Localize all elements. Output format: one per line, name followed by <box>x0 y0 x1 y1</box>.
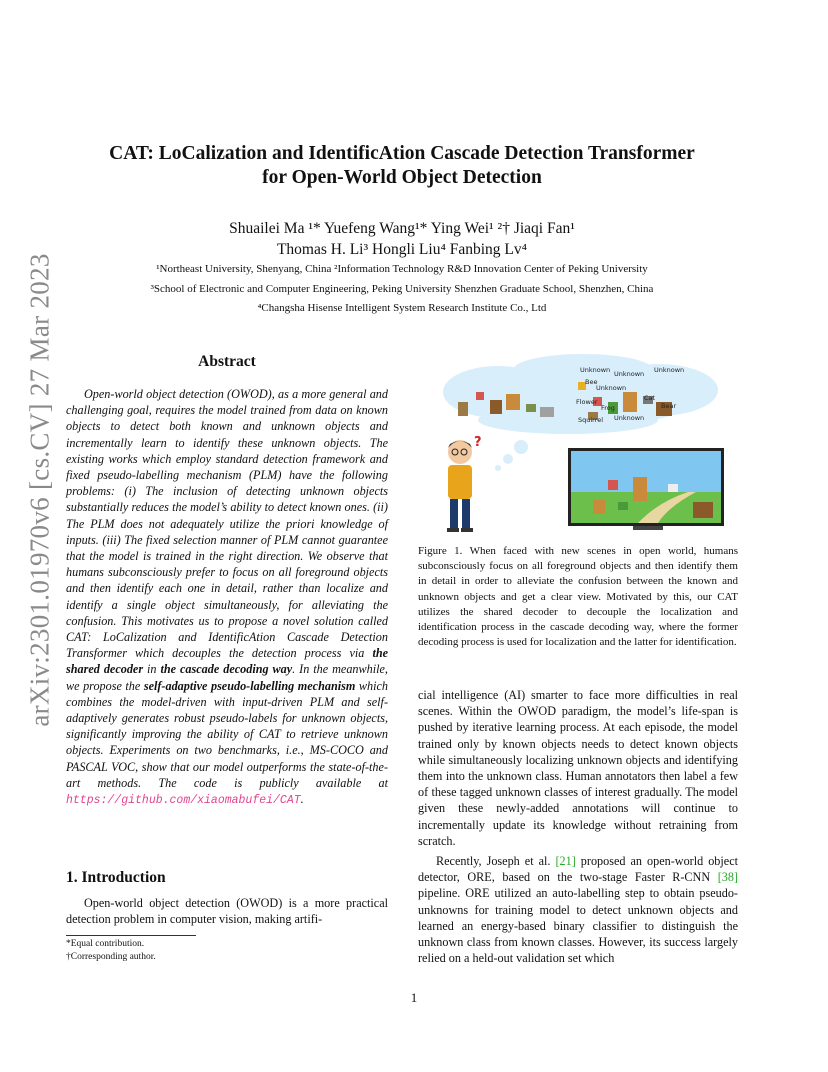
cloud-label-squirrel: Squirrel <box>578 416 604 424</box>
arxiv-id: arXiv:2301.01970v6 [cs.CV] 27 Mar 2023 <box>24 253 55 727</box>
authors-line-2: Thomas H. Li³ Hongli Liu⁴ Fanbing Lv⁴ <box>276 241 528 258</box>
body-paragraph-1: cial intelligence (AI) smarter to face more difficulties in real scenes. Within the OWOD paradigm, the model’s life-span is pushed by iterative learning process. At each episode, the model trained only by known objects needs to detect known objects while simultaneously localizing unknown objects and identifying them into the unknown class. Human annotators then label a few of these tagged unknown classes of interest gradually. The model given these newly-added annotations will continue to incrementally update its knowledge without retraining from scratch. <box>418 688 738 848</box>
intro-heading: 1. Introduction <box>66 869 166 886</box>
abstract-bold-3: self-adaptive pseudo-labelling mechanism <box>143 678 356 693</box>
author-list <box>60 218 744 260</box>
cloud-label-bee: Bee <box>585 378 598 386</box>
cloud-label-unknown-4: Unknown <box>596 384 627 392</box>
cloud-label-unknown-5: Unknown <box>614 414 645 422</box>
authors-line-1: Shuailei Ma ¹* Yuefeng Wang¹* Ying Wei¹ ²† Jiaqi Fan¹ <box>229 220 575 237</box>
abstract-text-5: . <box>300 792 304 807</box>
intro-paragraph: Open-world object detection (OWOD) is a more practical detection problem in computer vision, making artifi- <box>66 896 388 927</box>
abstract-text-2: in <box>143 662 161 677</box>
cloud-label-bear: Bear <box>661 402 677 410</box>
figure-1-illustration <box>418 352 740 534</box>
figure-1 <box>418 352 740 534</box>
footnote-corresponding: †Corresponding author. <box>66 952 156 962</box>
footnote-equal-contribution: *Equal contribution. <box>66 939 145 949</box>
cloud-label-flower: Flower <box>576 398 598 406</box>
cloud-label-unknown-3: Unknown <box>654 366 685 374</box>
arxiv-side-stamp <box>20 253 60 727</box>
question-mark: ? <box>474 435 482 450</box>
footnotes <box>66 938 366 964</box>
cloud-label-unknown-1: Unknown <box>580 366 611 374</box>
cloud-label-cat: Cat <box>644 394 656 402</box>
thinking-person <box>447 435 482 532</box>
abstract-text-3: . In the meanwhile, we propose the <box>66 662 388 693</box>
body-paragraph-2 <box>418 853 738 966</box>
abstract-bold-1: the shared decoder <box>66 646 389 677</box>
body-text-2c: pipeline. ORE utilized an auto-labelling step to obtain pseudo-unknowns for training model to detect unknown objects and learned an energy-based binary classifier to distinguish the unknown class from known classes. However, its success largely relied on a held-out validation set which <box>418 886 738 966</box>
abstract-text-4: which combines the model-driven with input-driven PLM and self-adaptively generates robust pseudo-labels for unknown objects, significantly improving the ability of CAT to retrieve unknown objects. Experiments on two benchmarks, i.e., MS-COCO and PASCAL VOC, show that our model outperforms the state-of-the-art methods. The code is publicly available at <box>66 678 388 790</box>
intro-body <box>66 895 388 927</box>
abstract-text-1: Open-world object detection (OWOD), as a more general and challenging goal, requires the model trained from data on known objects to detect both known and unknown objects and incrementally learn to identify these unknown objects. The existing works which employ standard detection framework and fixed pseudo-labelling mechanism (PLM) have the following problems: (i) The inclusion of detecting unknown objects substantially reduces the model’s ability to detect known ones. (ii) The PLM does not adequately utilize the priori knowledge of inputs. (iii) The fixed selection manner of PLM cannot guarantee that the model is trained in the right direction. We observe that humans subconsciously prefer to focus on all foreground objects and then identify each one in detail, rather than localize and identify a single object simultaneously, for alleviating the confusion. This motivates us to propose a novel solution called CAT: LoCalization and IdentificAtion Cascade Detection Transformer which decouples the detection process via <box>66 387 388 661</box>
body-text-2b: proposed an open-world object detector, ORE, based on the two-stage Faster R-CNN <box>418 854 738 885</box>
page-number: 1 <box>410 990 418 1005</box>
affiliation-line-3: ⁴Changsha Hisense Intelligent System Research Institute Co., Ltd <box>257 302 547 314</box>
footnote-divider <box>66 935 196 936</box>
affiliation-line-1: ¹Northeast University, Shenyang, China ²Information Technology R&D Innovation Center of Peking University <box>156 263 648 275</box>
paper-title <box>60 142 744 190</box>
citation-21[interactable]: [21] <box>555 854 576 869</box>
abstract-body <box>66 386 388 809</box>
figure-1-caption: Figure 1. When faced with new scenes in open world, humans subconsciously focus on all foreground objects and then identify them in detail in order to alleviate the confusion between the known and unknown objects and get a clear view. Motivated by this, our CAT utilizes the shared decoder to decouple the localization and identification process in the cascade decoding way, where the former decoding process is used for localization and the latter for identification. <box>418 545 738 649</box>
tv-screen <box>568 448 724 530</box>
abstract-bold-2: the cascade decoding way <box>160 662 293 677</box>
cloud-label-unknown-2: Unknown <box>614 370 645 378</box>
affiliation-line-2: ³School of Electronic and Computer Engineering, Peking University Shenzhen Graduate School, Shenzhen, China <box>150 282 654 295</box>
citation-38[interactable]: [38] <box>717 870 738 885</box>
cloud-label-frog: Frog <box>601 404 615 412</box>
abstract-heading: Abstract <box>198 353 256 370</box>
right-column-body <box>418 687 738 966</box>
title-line-2: for Open-World Object Detection <box>262 167 542 188</box>
body-text-2a: Recently, Joseph et al. <box>436 854 556 869</box>
code-link[interactable]: https://github.com/xiaomabufei/CAT <box>66 794 301 808</box>
affiliations <box>60 260 744 319</box>
title-line-1: CAT: LoCalization and IdentificAtion Cascade Detection Transformer <box>109 143 695 164</box>
